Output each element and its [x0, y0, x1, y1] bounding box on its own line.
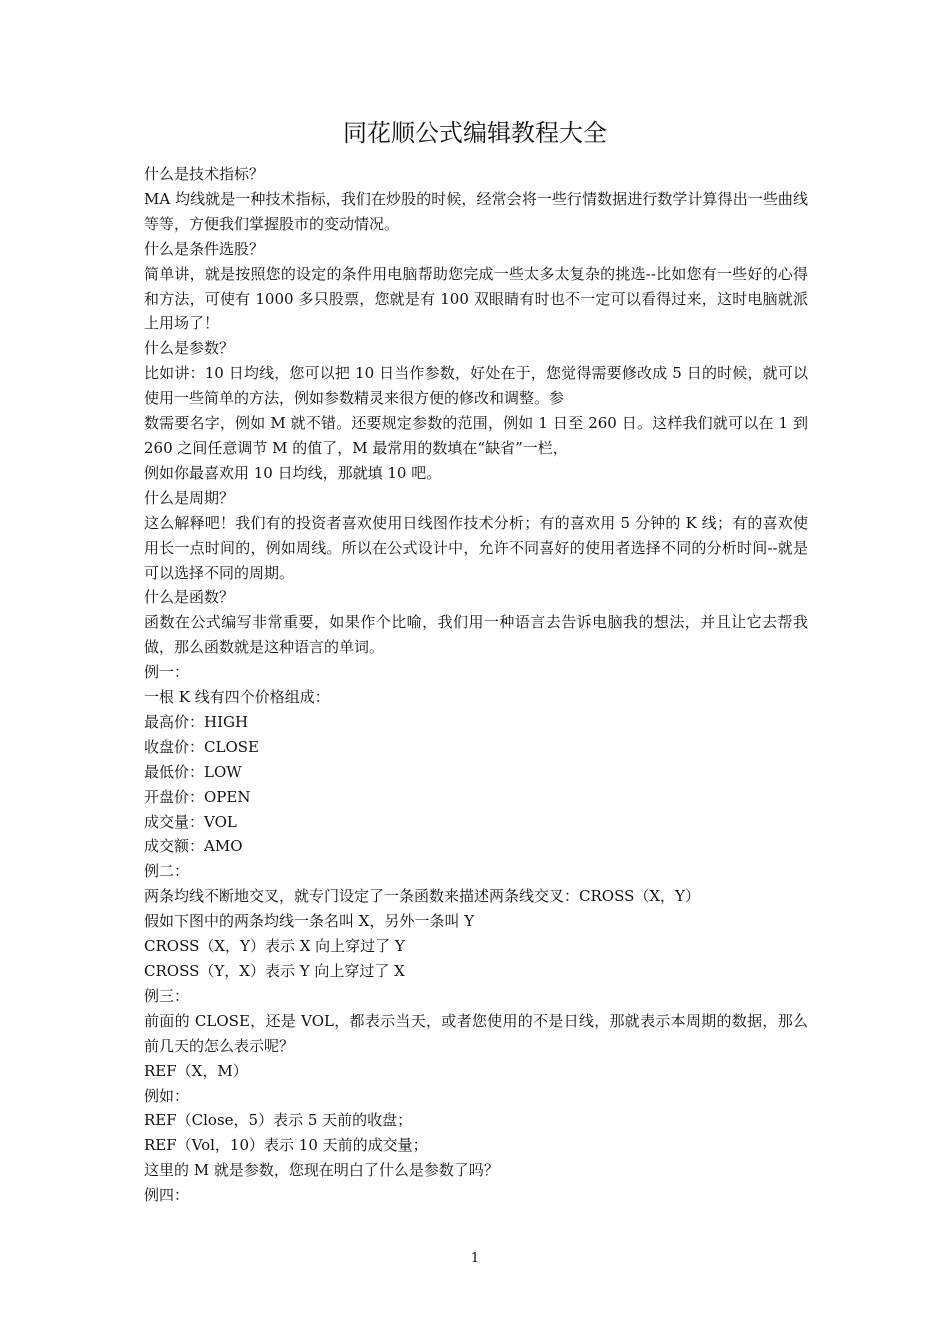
example-2-naming: 假如下图中的两条均线一条名叫 X，另外一条叫 Y — [144, 912, 475, 931]
document-title: 同花顺公式编辑教程大全 — [343, 119, 607, 147]
example-3-for-example: 例如： — [144, 1086, 190, 1105]
page-number: 1 — [470, 1251, 480, 1266]
paragraph-condition-selection: 简单讲，就是按照您的设定的条件用电脑帮助您完成一些太多太复杂的挑选--比如您有一些好的心得和方法，可使有 1000 多只股票，您就是有 100 双眼睛有时也不一定可以看得过来，这时电脑就派上用场了！ — [144, 264, 808, 333]
example-3-ref-vol: REF（Vol，10）表示 10 天前的成交量； — [144, 1136, 428, 1155]
heading-function: 什么是函数？ — [144, 588, 235, 607]
document-body — [144, 162, 808, 1208]
list-item-close: 收盘价：CLOSE — [144, 737, 259, 756]
list-item-high: 最高价：HIGH — [144, 712, 249, 731]
paragraph-function: 函数在公式编写非常重要，如果作个比喻，我们用一种语言去告诉电脑我的想法，并且让它去帮我做，那么函数就是这种语言的单词。 — [144, 613, 808, 657]
heading-parameter: 什么是参数？ — [144, 339, 235, 358]
paragraph-parameter-2: 数需要名字，例如 M 就不错。还要规定参数的范围，例如 1 日至 260 日。这样我们就可以在 1 到 260 之间任意调节 M 的值了，M 最常用的数填在“缺省”一栏， — [144, 414, 808, 457]
paragraph-parameter-3: 例如你最喜欢用 10 日均线，那就填 10 吧。 — [144, 463, 442, 482]
example-1-heading: 例一： — [144, 663, 190, 682]
example-2-cross-xy: CROSS（X，Y）表示 X 向上穿过了 Y — [144, 937, 405, 956]
example-2-intro: 两条均线不断地交叉，就专门设定了一条函数来描述两条线交叉：CROSS（X，Y） — [144, 887, 700, 906]
list-item-vol: 成交量：VOL — [144, 812, 237, 831]
example-3-intro: 前面的 CLOSE，还是 VOL，都表示当天，或者您使用的不是日线，那就表示本周期的数据，那么前几天的怎么表示呢？ — [144, 1011, 808, 1055]
list-item-low: 最低价：LOW — [144, 762, 242, 781]
example-3-ref-close: REF（Close，5）表示 5 天前的收盘； — [144, 1111, 413, 1130]
list-item-amo: 成交额：AMO — [144, 837, 243, 856]
example-3-summary: 这里的 M 就是参数，您现在明白了什么是参数了吗？ — [144, 1161, 499, 1180]
heading-period: 什么是周期？ — [144, 488, 235, 507]
example-3-ref-syntax: REF（X，M） — [144, 1061, 248, 1080]
example-2-heading: 例二： — [144, 862, 190, 881]
heading-condition-selection: 什么是条件选股？ — [144, 239, 265, 258]
heading-technical-indicator: 什么是技术指标？ — [144, 165, 265, 183]
example-4-heading: 例四： — [144, 1186, 190, 1205]
paragraph-ma-definition: MA 均线就是一种技术指标，我们在炒股的时候，经常会将一些行情数据进行数学计算得出一些曲线等等，方便我们掌握股市的变动情况。 — [144, 189, 808, 233]
example-3-heading: 例三： — [144, 986, 190, 1005]
example-2-cross-yx: CROSS（Y，X）表示 Y 向上穿过了 X — [144, 962, 405, 980]
paragraph-period: 这么解释吧！我们有的投资者喜欢使用日线图作技术分析；有的喜欢用 5 分钟的 K 线；有的喜欢使用长一点时间的，例如周线。所以在公式设计中，允许不同喜好的使用者选择不同的分析时间--就是可以选择不同的周期。 — [144, 513, 808, 582]
example-1-intro: 一根 K 线有四个价格组成： — [144, 688, 330, 707]
list-item-open: 开盘价：OPEN — [144, 787, 251, 806]
paragraph-parameter-1: 比如讲：10 日均线，您可以把 10 日当作参数，好处在于，您觉得需要修改成 5 日的时候，就可以使用一些简单的方法，例如参数精灵来很方便的修改和调整。参 — [144, 364, 808, 408]
